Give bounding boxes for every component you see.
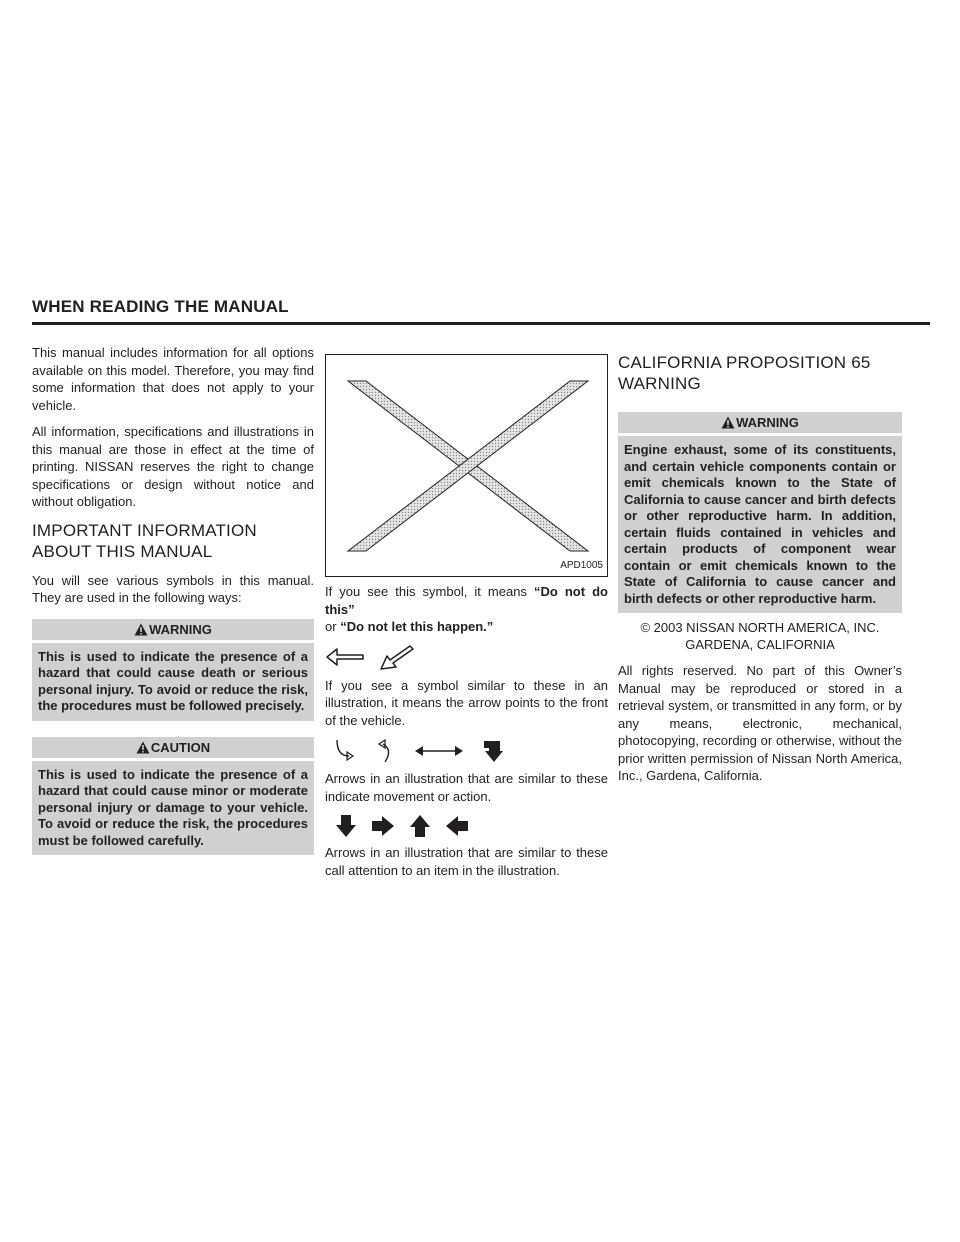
warning-box-text: This is used to indicate the presence of a hazard that could cause death or serious personal injury. To avoid or reduce the risk, the procedures must be followed precisely.	[32, 643, 314, 721]
symbol-text-bold2: “Do not let this happen.”	[340, 619, 494, 634]
do-not-symbol-figure	[325, 354, 608, 577]
prop65-warning-text: Engine exhaust, some of its constituents, and certain vehicle components contain or emit chemicals known to the State of California to cause cancer and birth defects or other reproductive harm. In addition, certain fluids contained in vehicles and certain products of component wear contain or emit chemicals known to the State of California to cause cancer and birth defects or other reproductive harm.	[618, 436, 902, 613]
arrow-up-icon	[409, 814, 431, 838]
section-title-prop65: CALIFORNIA PROPOSITION 65 WARNING	[618, 353, 871, 393]
arrow-down-icon	[335, 814, 357, 838]
copyright-block	[618, 619, 902, 653]
warning-triangle-icon	[721, 416, 735, 429]
symbol-text-or: or	[325, 619, 337, 634]
attention-arrows-paragraph: Arrows in an illustration that are similar to these call attention to an item in the illustration.	[325, 845, 608, 878]
front-arrows-row	[325, 645, 608, 671]
caution-box-header	[32, 737, 314, 758]
column-3	[618, 344, 902, 794]
front-arrows-paragraph: If you see a symbol similar to these in an illustration, it means the arrow points to the front of the vehicle.	[325, 677, 608, 728]
specifications-paragraph: All information, specifications and illustrations in this manual are those in effect at the time of printing. NISSAN reserves the right to change specifications or design without notice and without obligation.	[32, 424, 314, 509]
warning-box-header	[32, 619, 314, 640]
x-symbol-icon	[326, 355, 607, 576]
caution-label: CAUTION	[150, 739, 211, 755]
prop65-warning-label: WARNING	[736, 415, 799, 430]
copyright-line-2: GARDENA, CALIFORNIA	[685, 637, 835, 652]
arrow-right-icon	[371, 815, 395, 837]
movement-arrows-row	[333, 738, 608, 764]
copyright-line-1: © 2003 NISSAN NORTH AMERICA, INC.	[640, 620, 880, 635]
front-arrow-icon-1	[325, 647, 365, 669]
symbol-text-bold1: “Do not do this”	[325, 584, 608, 617]
do-not-symbol-paragraph	[325, 583, 608, 636]
attention-arrows-row	[335, 814, 608, 838]
symbol-text-prefix: If you see this symbol, it means	[325, 584, 527, 599]
caution-triangle-icon	[136, 741, 150, 754]
warning-label: WARNING	[149, 621, 212, 637]
heading-rule	[32, 322, 930, 325]
curved-arrow-down-icon	[333, 738, 359, 764]
double-arrow-icon	[413, 742, 465, 760]
column-2	[325, 354, 608, 888]
curved-arrow-up-icon	[373, 738, 399, 764]
warning-triangle-icon	[134, 623, 148, 636]
rights-paragraph: All rights reserved. No part of this Owner’s Manual may be reproduced or stored in a retrieval system, or transmitted in any form, or by any means, electronic, mechanical, photocopying, recording or otherwise, without the prior written permission of Nissan North America, Inc., Gardena, California.	[618, 663, 902, 783]
intro-paragraph: This manual includes information for all options available on this model. Therefore, you may find some information that does not apply to your vehicle.	[32, 345, 314, 413]
caution-box-text: This is used to indicate the presence of a hazard that could cause minor or moderate personal injury or damage to your vehicle. To avoid or reduce the risk, the procedures must be followed carefully.	[32, 761, 314, 856]
figure-code: APD1005	[560, 559, 603, 571]
page-heading: WHEN READING THE MANUAL	[32, 297, 289, 316]
movement-arrows-paragraph: Arrows in an illustration that are similar to these indicate movement or action.	[325, 771, 608, 804]
corner-arrow-icon	[479, 738, 505, 764]
column-1	[32, 344, 314, 855]
section-title-important: IMPORTANT INFORMATION ABOUT THIS MANUAL	[32, 520, 257, 561]
symbols-intro-paragraph: You will see various symbols in this manual. They are used in the following ways:	[32, 572, 314, 605]
front-arrow-icon-2	[379, 645, 415, 671]
arrow-left-icon	[445, 815, 469, 837]
prop65-warning-header	[618, 412, 902, 433]
